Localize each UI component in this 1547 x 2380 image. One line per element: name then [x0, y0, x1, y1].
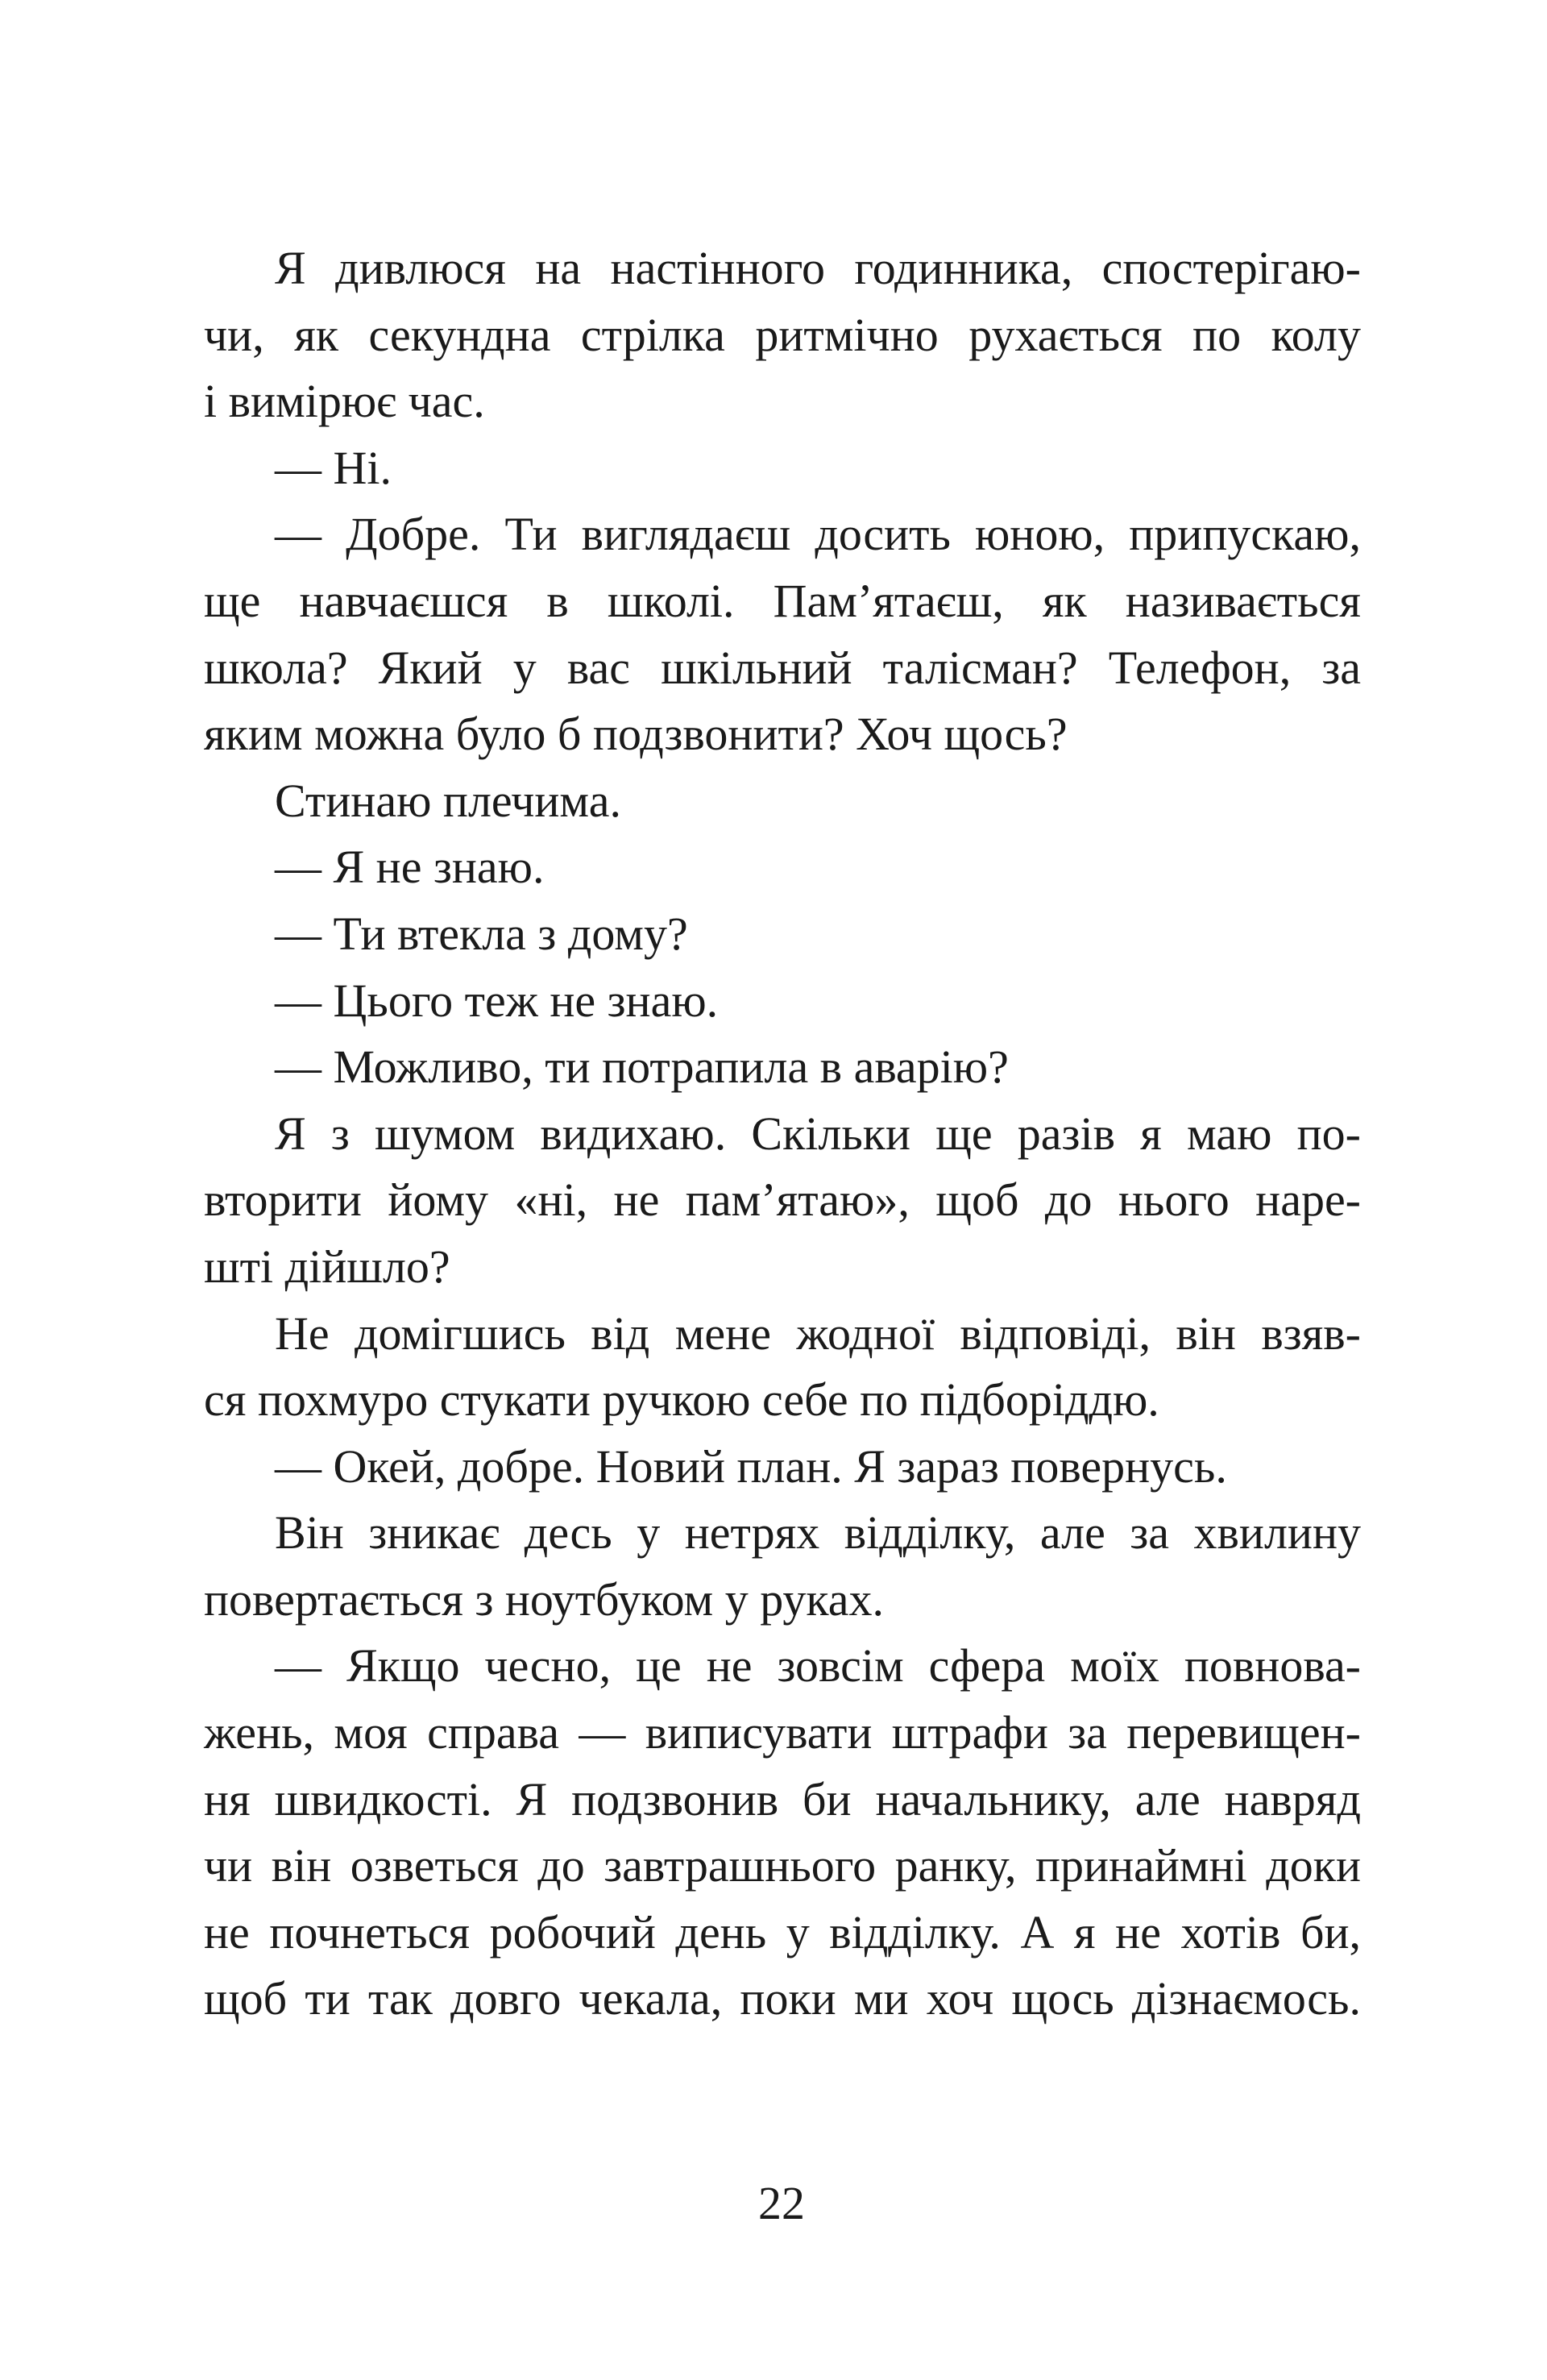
text-line: не почнеться робочий день у відділку. А я не хотів би,: [204, 1905, 1361, 1958]
paragraph: [204, 1434, 1361, 1501]
text-line: Стинаю плечима.: [275, 774, 621, 827]
paragraph: [204, 1500, 1361, 1633]
text-line: ня швидкості. Я подзвонив би начальнику, але навряд: [204, 1772, 1361, 1825]
paragraph: [204, 968, 1361, 1035]
text-line: Я дивлюся на настінного годинника, спостерігаю-: [275, 242, 1361, 294]
text-line: — Окей, добре. Новий план. Я зараз повернусь.: [275, 1439, 1227, 1493]
paragraph: [204, 1633, 1361, 2033]
paragraph: [204, 435, 1361, 502]
text-line: чи, як секундна стрілка ритмічно рухається по колу: [204, 308, 1361, 361]
paragraph: [204, 501, 1361, 767]
text-line: вторити йому «ні, не пам’ятаю», щоб до нього наре-: [204, 1173, 1361, 1227]
text-line: щоб ти так довго чекала, поки ми хоч щось дізнаємось.: [204, 1972, 1361, 2025]
text-line: — Можливо, ти потрапила в аварію?: [275, 1040, 1009, 1094]
text-line: повертається з ноутбуком у руках.: [204, 1572, 884, 1626]
text-line: Я з шумом видихаю. Скільки ще разів я маю по-: [275, 1107, 1361, 1160]
text-line: — Якщо чесно, це не зовсім сфера моїх повнова-: [275, 1639, 1361, 1693]
page-body-text: [204, 235, 1361, 2033]
text-line: — Ти втекла з дому?: [275, 907, 688, 960]
paragraph: [204, 768, 1361, 835]
text-line: ся похмуро стукати ручкою себе по підборіддю.: [204, 1373, 1159, 1427]
text-line: ще навчаєшся в школі. Пам’ятаєш, як називається: [204, 574, 1361, 627]
text-line: школа? Який у вас шкільний талісман? Телефон, за: [204, 641, 1361, 694]
text-line: Він зникає десь у нетрях відділку, але за хвилину: [275, 1506, 1361, 1560]
text-line: — Я не знаю.: [275, 841, 545, 894]
text-line: — Добре. Ти виглядаєш досить юною, припускаю,: [275, 508, 1361, 561]
text-line: жень, моя справа — виписувати штрафи за перевищен-: [204, 1706, 1361, 1759]
paragraph: [204, 235, 1361, 435]
text-line: чи він озветься до завтрашнього ранку, принаймні доки: [204, 1839, 1361, 1892]
text-line: — Цього теж не знаю.: [275, 974, 719, 1027]
page-number: 22: [758, 2177, 805, 2229]
text-line: — Ні.: [275, 441, 392, 494]
paragraph: [204, 1101, 1361, 1301]
paragraph: [204, 901, 1361, 968]
text-line: шті дійшло?: [204, 1240, 450, 1293]
paragraph: [204, 834, 1361, 901]
paragraph: [204, 1034, 1361, 1101]
text-line: Не домігшись від мене жодної відповіді, він взяв-: [275, 1306, 1361, 1360]
text-line: і вимірює час.: [204, 375, 485, 428]
paragraph: [204, 1301, 1361, 1434]
text-line: яким можна було б подзвонити? Хоч щось?: [204, 708, 1068, 761]
